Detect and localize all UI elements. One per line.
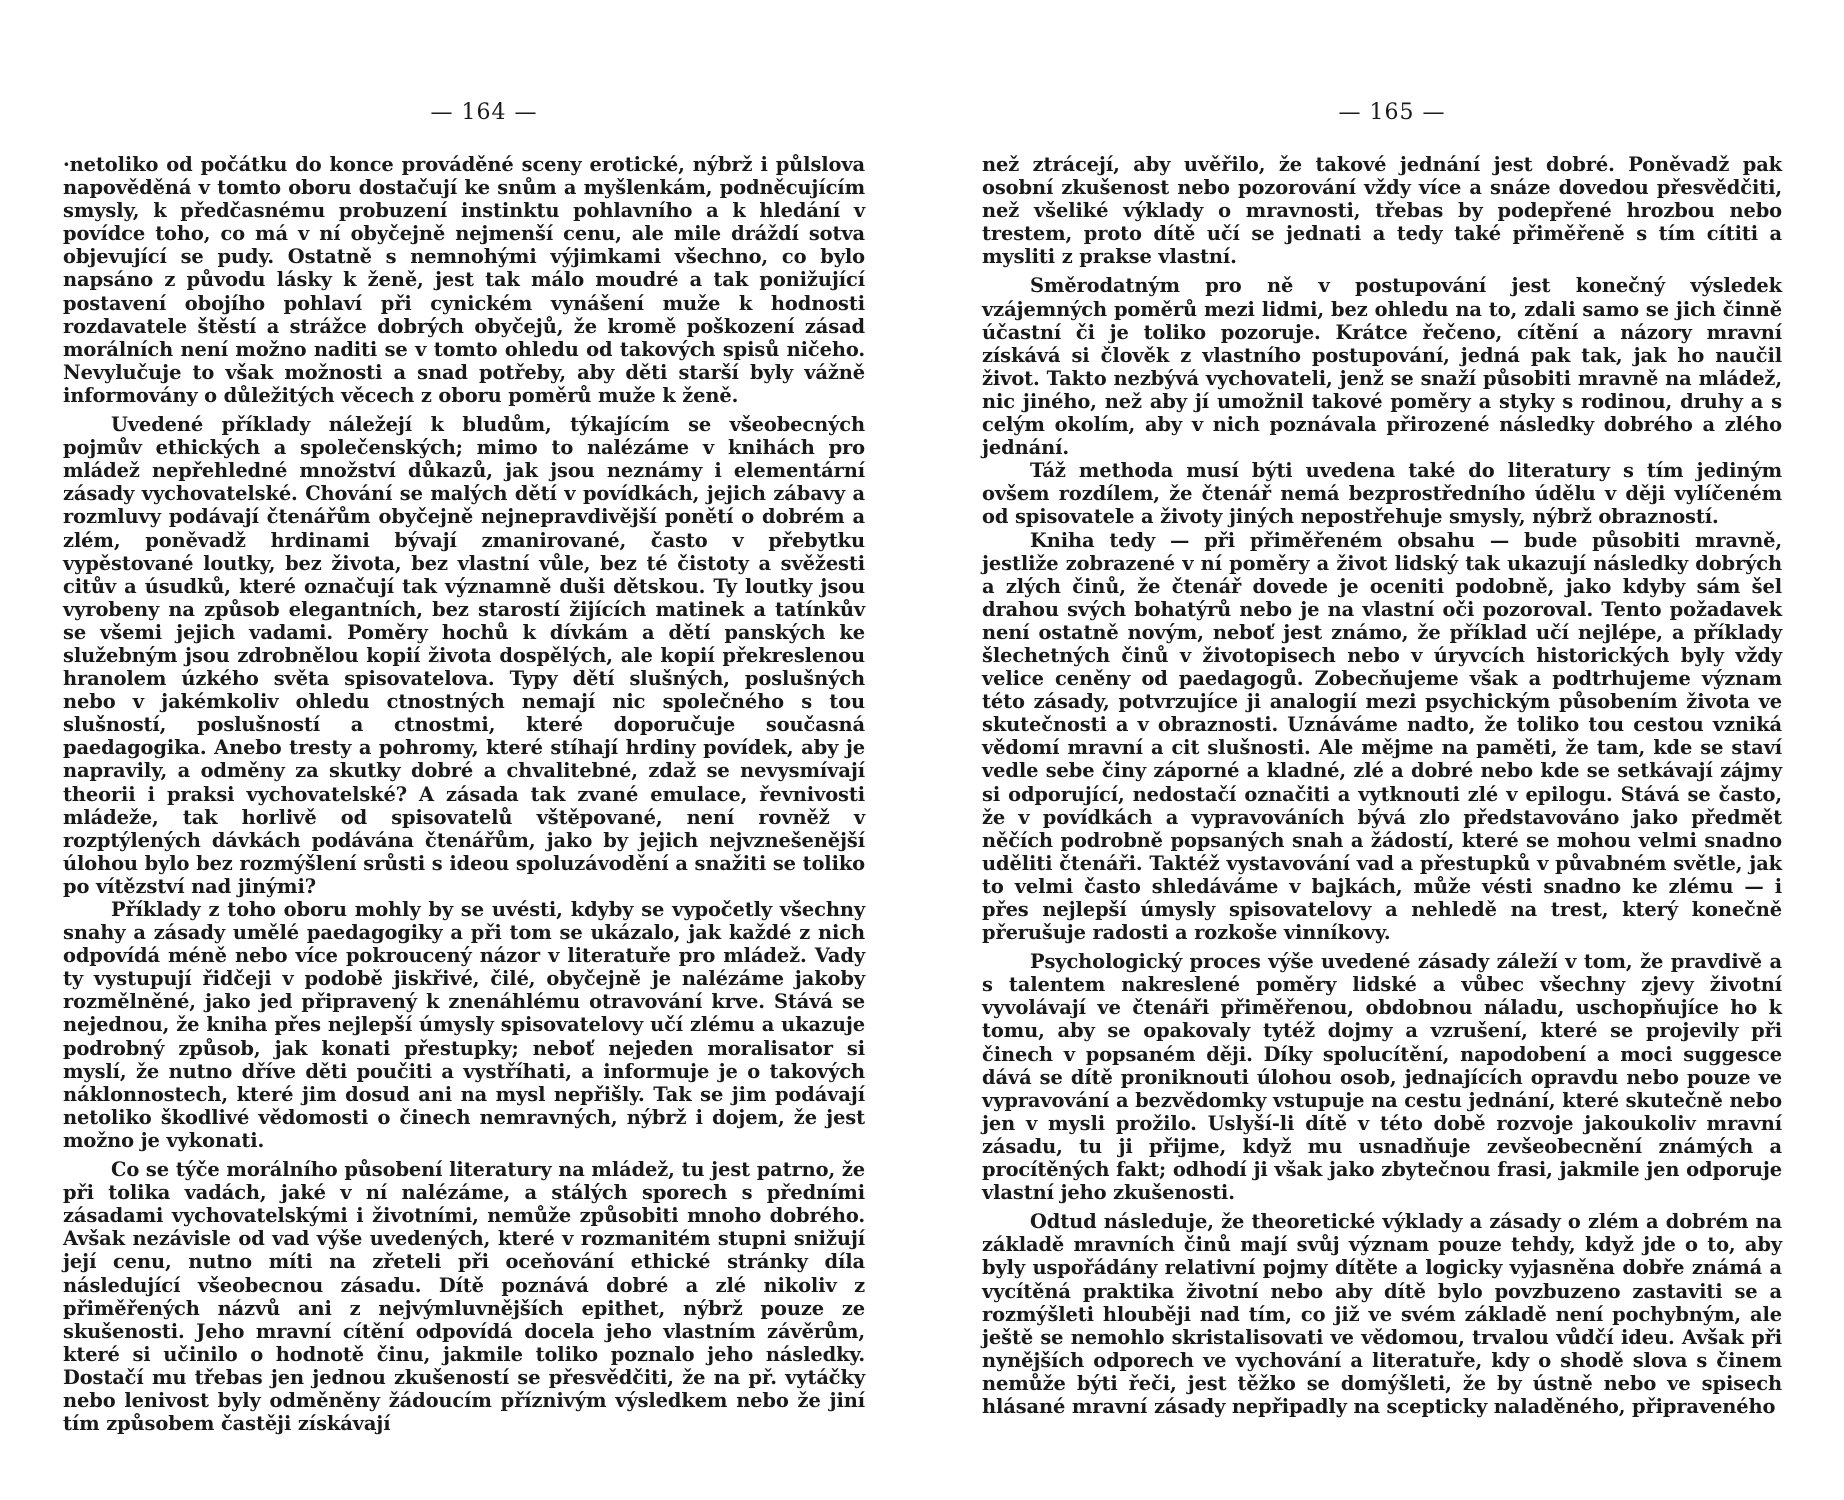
paragraph: Táž methoda musí býti uvedena také do literatury s tím jediným ovšem rozdílem, že čtenář nemá bezprostředního údělu v ději vylíčeném od spisovatele a životy jiných nepostřehuje smysly, nýbrž obrazností. bbox=[982, 459, 1782, 529]
paragraph: Psychologický proces výše uvedené zásady záleží v tom, že pravdivě a s talentem nakreslené poměry lidské a vůbec všechny zjevy životní vyvolávají ve čtenáři přiměřenou, obdobnou náladu, uschopňujíce ho k tomu, aby se opakovaly tytéž dojmy a vzrušení, které se projevily při činech v popsaném ději. Díky spolucítění, napodobení a moci suggesce dává se dítě proniknouti úlohou osob, jednajících opravdu nebo pouze ve vypravování a bezvědomky vstupuje na cestu jednání, které skutečně nebo jen v mysli prožilo. Uslyší-li dítě v této době rozvoje jakoukoliv mravní zásadu, tu ji přijme, když mu usnadňuje zevšeobecnění známých a procítěných fakt; odhodí ji však jako zbytečnou frasi, jakmile jen odporuje vlastní jeho zkušenosti. bbox=[982, 950, 1782, 1205]
paragraph: Kniha tedy — při přiměřeném obsahu — bude působiti mravně, jestliže zobrazené v ní poměry a život lidský tak ukazují následky dobrých a zlých činů, že čtenář dovede je oceniti podobně, jako kdyby sám šel drahou svých bohatýrů nebo je na vlastní oči pozoroval. Tento požadavek není ostatně novým, neboť jest známo, že příklad učí nejlépe, a příklady šlechetných činů v životopisech nebo v úryvcích historických byly vždy velice ceněny od paedagogů. Zobecňujeme však a podtrhujeme význam této zásady, potvrzujíce ji analogií mezi psychickým působením života ve skutečnosti a v obraznosti. Uznáváme nadto, že toliko tou cestou vzniká vědomí mravní a cit slušnosti. Ale mějme na paměti, že tam, kde se staví vedle sebe činy záporné a kladné, zlé a dobré nebo kde se setkávají zájmy si odporující, nedostačí označiti a vytknouti zlé v epilogu. Stává se často, že v povídkách a vypravováních bývá zlo představováno jako předmět něčích podrobně popsaných snah a žádostí, které se mohou velmi snadno uděliti čtenáři. Taktéž vystavování vad a přestupků v půvabném světle, jak to velmi často shledáváme v bajkách, může vésti snadno ke zlému — i přes nejlepší úmysly spisovatelovy a nehledě na trest, který konečně přerušuje radosti a rozkoše vinníkovy. bbox=[982, 528, 1782, 945]
left-page bbox=[63, 0, 865, 1500]
page-number: — 165 — bbox=[1338, 100, 1446, 125]
paragraph: Směrodatným pro ně v postupování jest konečný výsledek vzájemných poměrů mezi lidmi, bez ohledu na to, zdali samo se jich činně účastní či je toliko pozoruje. Krátce řečeno, cítění a názory mravní získává si člověk z vlastního postupování, jedná pak tak, jak ho naučil život. Takto nezbývá vychovateli, jenž se snaží působiti mravně na mládež, nic jiného, než aby jí umožnil takové poměry a styky s rodinou, druhy a s celým okolím, aby v nich poznávala přirozené následky dobrého a zlého jednání. bbox=[982, 274, 1782, 460]
paragraph: Uvedené příklady náležejí k bludům, týkajícím se všeobecných pojmův ethických a společenských; mimo to nalézáme v knihách pro mládež nepřehledné množství důkazů, jak jsou neznámy i elementární zásady vychovatelské. Chování se malých dětí v povídkách, jejich zábavy a rozmluvy podávají čtenářům obyčejně nejnepravdivější ponětí o dobrém a zlém, poněvadž hrdinami bývají zmanirované, často v přebytku vypěstované loutky, bez života, bez vlastní vůle, bez té čistoty a svěžesti citův a úsudků, které označují tak významně duši dětskou. Ty loutky jsou vyrobeny na způsob elegantních, bez starostí žijících matinek a tatínkův se všemi jejich vadami. Poměry hochů k dívkám a dětí panských ke služebným jsou zdrobnělou kopií života dospělých, ale kopií překreslenou hranolem úzkého světa spisovatelova. Typy dětí slušných, poslušných nebo v jakémkoliv ohledu ctnostných nemají nic společného s tou slušností, poslušností a ctnostmi, které doporučuje současná paedagogika. Anebo tresty a pohromy, které stíhají hrdiny povídek, aby je napravily, a odměny za skutky dobré a chvalitebné, zdaž se nevysmívají theorii i praksi vychovatelské? A zásada tak zvané emulace, řevnivosti mládeže, tak horlivě od spisovatelů vštěpované, není rovněž v rozptýlených dávkách podávána čtenářům, jako by jejich nejvznešenější úlohou bylo bez rozmýšlení srůsti s ideou spoluzávodění a snažiti se toliko po vítězství nad jinými? bbox=[63, 413, 865, 898]
page-text bbox=[63, 153, 865, 1435]
page-number: — 164 — bbox=[430, 100, 538, 125]
paragraph: Příklady z toho oboru mohly by se uvésti, kdyby se vypočetly všechny snahy a zásady umělé paedagogiky a při tom se ukázalo, jak každé z nich odpovídá méně nebo více pokroucený názor v literatuře pro mládež. Vady ty vystupují řidčeji v podobě jiskřivé, čilé, obyčejně je nalézáme jakoby rozmělněné, jako jed připravený k znenáhlému otravování krve. Stává se nejednou, že kniha přes nejlepší úmysly spisovatelovy učí zlému a ukazuje podrobný způsob, jak konati přestupky; neboť nejeden moralisator si myslí, že nutno dříve děti poučiti a vystříhati, a informuje je o takových náklonnostech, které jim dosud ani na mysl nepřišly. Tak se jim podávají netoliko škodlivé vědomosti o činech nemravných, nýbrž i dojem, že jest možno je vykonati. bbox=[63, 898, 865, 1152]
page-text bbox=[982, 153, 1782, 1418]
paragraph: než ztrácejí, aby uvěřilo, že takové jednání jest dobré. Poněvadž pak osobní zkušenost nebo pozorování vždy více a snáze dovedou přesvědčiti, než všeliké výklady o mravnosti, třebas by podepřené hrozbou nebo trestem, proto dítě učí se jednati a tedy také přiměřeně s tím cítiti a mysliti z prakse vlastní. bbox=[982, 153, 1782, 269]
paragraph: Co se týče morálního působení literatury na mládež, tu jest patrno, že při tolika vadách, jaké v ní nalézáme, a stálých sporech s předními zásadami vychovatelskými i životními, nemůže způsobiti mnoho dobrého. Avšak nezávisle od vad výše uvedených, které v rozmanitém stupni snižují její cenu, nutno míti na zřeteli při oceňování ethické stránky díla následující všeobecnou zásadu. Dítě poznává dobré a zlé nikoliv z přiměřených názvů ani z nejvýmluvnějších epithet, nýbrž pouze ze skušenosti. Jeho mravní cítění odpovídá docela jeho vlastním závěrům, které si učinilo o hodnotě činu, jakmile toliko poznalo jeho následky. Dostačí mu třebas jen jednou zkušeností se přesvědčiti, že na př. vytáčky nebo lenivost byly odměněny žádoucím příznivým výsledkem nebo že jiní tím způsobem častěji získávají bbox=[63, 1158, 865, 1436]
right-page bbox=[982, 0, 1782, 1500]
paragraph: Odtud následuje, že theoretické výklady a zásady o zlém a dobrém na základě mravních činů mají svůj význam pouze tehdy, když jde o to, aby byly uspořádány relativní pojmy dítěte a logicky vyjasněna dobře známá a vycítěná praktika životní nebo aby dítě bylo povzbuzeno zastaviti se a rozmýšleti hlouběji nad tím, co již ve svém základě není pochybným, ale ještě se nemohlo skristalisovati ve vědomou, trvalou vůdčí ideu. Avšak při nynějších odporech ve vychování a literatuře, kdy o shodě slova s činem nemůže býti řeči, jest těžko se domýšleti, že by ústně nebo ve spisech hlásané mravní zásady nepřipadly na scepticky naladěného, připraveného bbox=[982, 1210, 1782, 1418]
paragraph: ·netoliko od počátku do konce prováděné sceny erotické, nýbrž i půlslova napověděná v tomto oboru dostačují ke snům a myšlenkám, podněcujícím smysly, k předčasnému probuzení instinktu pohlavního a k hledání v povídce toho, co má v ní obyčejně nejmenší cenu, ale mile dráždí sotva objevující se pudy. Ostatně s nemnohými výjimkami všechno, co bylo napsáno z původu lásky k ženě, jest tak málo moudré a tak ponižující postavení obojího pohlaví při cynickém vynášení muže k hodnosti rozdavatele štěstí a strážce dobrých obyčejů, že kromě poškození zásad morálních není možno naditi se v tomto ohledu od takových spisů ničeho. Nevylučuje to však možnosti a snad potřeby, aby děti starší byly vážně informovány o důležitých věcech z oboru poměrů muže k ženě. bbox=[63, 153, 865, 407]
